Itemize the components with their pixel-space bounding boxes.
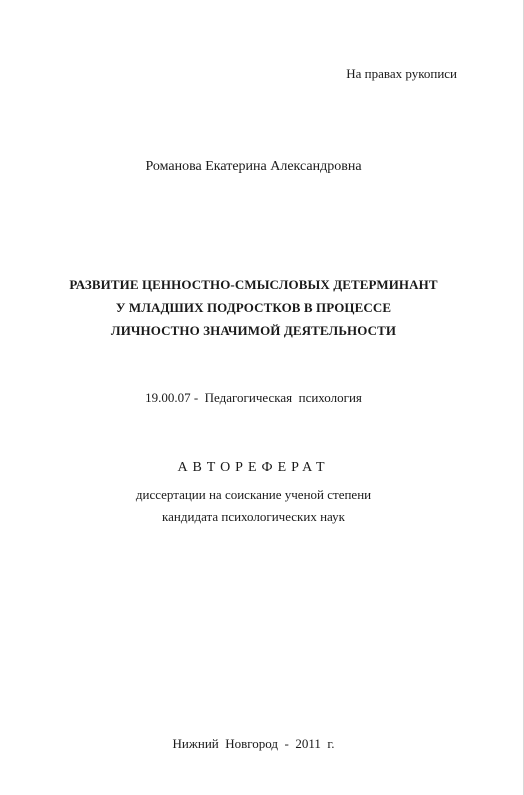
place-and-year: Нижний Новгород - 2011 г. [172,736,335,751]
title-line: У МЛАДШИХ ПОДРОСТКОВ В ПРОЦЕССЕ [115,300,392,315]
document-type: АВТОРЕФЕРАТ [177,460,330,475]
specialty-code: 19.00.07 - Педагогическая психология [145,390,362,405]
title-line: РАЗВИТИЕ ЦЕННОСТНО-СМЫСЛОВЫХ ДЕТЕРМИНАНТ [69,277,438,292]
purpose-line: кандидата психологических наук [162,509,345,524]
degree-purpose [0,484,507,528]
purpose-line: диссертации на соискание ученой степени [135,487,372,502]
title-line: ЛИЧНОСТНО ЗНАЧИМОЙ ДЕЯТЕЛЬНОСТИ [110,323,397,338]
rights-note: На правах рукописи [346,66,457,81]
author-name: Романова Екатерина Александровна [145,159,362,174]
dissertation-title [0,273,507,342]
